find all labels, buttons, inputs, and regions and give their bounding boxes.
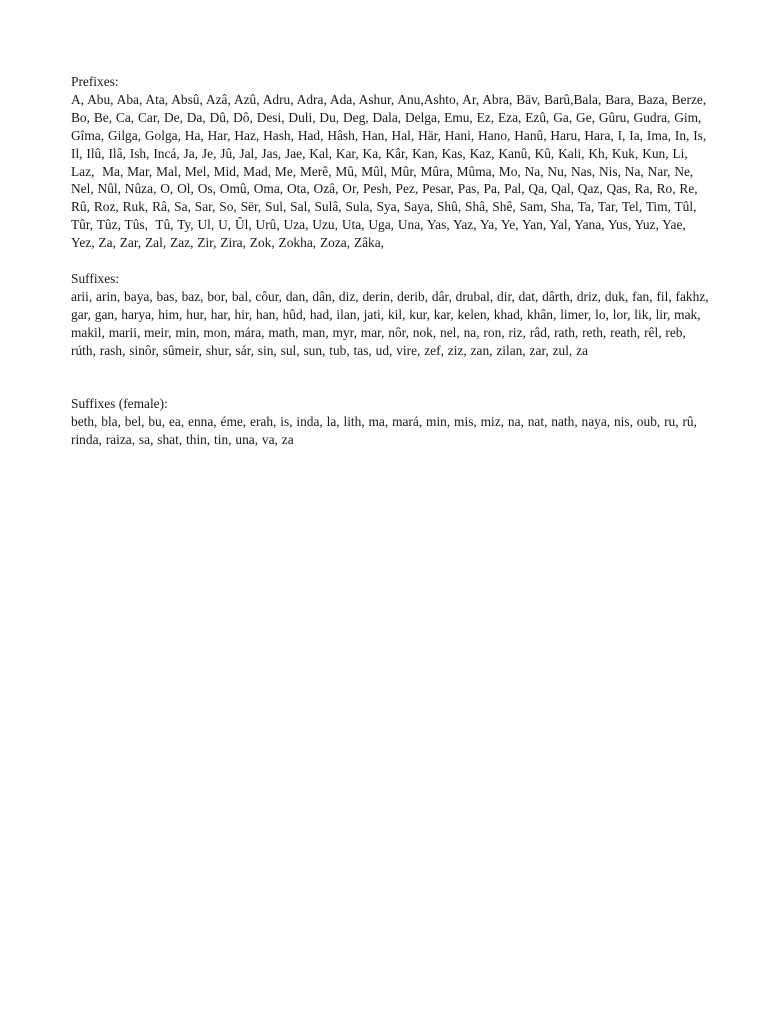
prefixes-list: A, Abu, Aba, Ata, Absû, Azâ, Azû, Adru, Adra, Ada, Ashur, Anu,Ashto, Ar, Abra, Bäv, Barû,Bala, Bara, Baza, Berze, Bo, Be, Ca, Car, De, Da, Dû, Dô, Desi, Duli, Du, Deg, Dala, Delga, Emu, Ez, Eza, Ezû, Ga, Ge, Gûru, Gudra, Gim, Gîma, Gilga, Golga, Ha, Har, Haz, Hash, Had, Hâsh, Han, Hal, Här, Hani, Hano, Hanû, Haru, Hara, I, Ia, Ima, In, Is, Il, Ilû, Ilâ, Ish, Incá, Ja, Je, Jû, Jal, Jas, Jae, Kal, Kar, Ka, Kâr, Kan, Kas, Kaz, Kanû, Kû, Kali, Kh, Kuk, Kun, Li, Laz, Ma, Mar, Mal, Mel, Mid, Mad, Me, Merê, Mû, Mûl, Mûr, Mûra, Mûma, Mo, Na, Nu, Nas, Nis, Na, Nar, Ne, Nel, Nûl, Nûza, O, Ol, Os, Omû, Oma, Ota, Ozâ, Or, Pesh, Pez, Pesar, Pas, Pa, Pal, Qa, Qal, Qaz, Qas, Ra, Ro, Re, Rû, Roz, Ruk, Râ, Sa, Sar, So, Sër, Sul, Sal, Sulâ, Sula, Sya, Saya, Shû, Shâ, Shê, Sam, Sha, Ta, Tar, Tel, Tim, Tûl, Tûr, Tûz, Tûs, Tû, Ty, Ul, U, Ûl, Urû, Uza, Uzu, Uta, Uga, Una, Yas, Yaz, Ya, Ye, Yan, Yal, Yana, Yus, Yuz, Yae, Yez, Za, Zar, Zal, Zaz, Zir, Zira, Zok, Zokha, Zoza, Zâka,: [71, 91, 711, 251]
female-suffixes-section: [71, 395, 711, 449]
section-spacer: [71, 252, 711, 270]
suffixes-section: [71, 270, 711, 360]
section-spacer: [71, 359, 711, 395]
suffixes-heading: Suffixes:: [71, 270, 120, 286]
prefixes-heading: Prefixes:: [71, 74, 119, 89]
suffixes-list: arii, arin, baya, bas, baz, bor, bal, côur, dan, dân, diz, derin, derib, dâr, drubal, dir, dat, dârth, driz, duk, fan, fil, fakhz, gar, gan, harya, him, hur, har, hir, han, hûd, had, ilan, jati, kil, kur, kar, kelen, khad, khân, limer, lo, lor, lik, lir, mak, makil, marii, meir, min, mon, mára, math, man, myr, mar, nôr, nok, nel, na, ron, riz, râd, rath, reth, reath, rêl, reb, rúth, rash, sinôr, sûmeir, shur, sár, sin, sul, sun, tub, tas, ud, vire, zef, ziz, zan, zilan, zar, zul, za: [71, 288, 713, 358]
female-suffixes-list: beth, bla, bel, bu, ea, enna, éme, erah, is, inda, la, lith, ma, mará, min, mis, miz, na, nat, nath, naya, nis, oub, ru, rû, rinda, raiza, sa, shat, thin, tin, una, va, za: [71, 414, 701, 448]
document-page: [71, 73, 711, 449]
prefixes-section: [71, 73, 711, 252]
female-suffixes-heading: Suffixes (female):: [71, 396, 168, 412]
